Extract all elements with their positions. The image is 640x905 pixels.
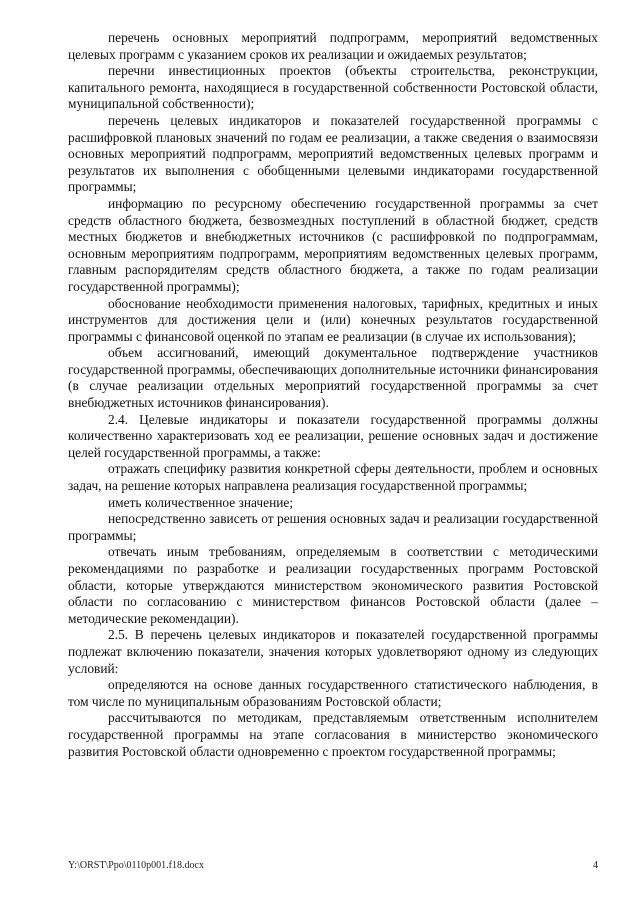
paragraph: отвечать иным требованиям, определяемым в соответствии с методическими рекомендациями по разработке и реализации государственных программ Ростовской области, которые утверждаются министерством экономического развития Ростовской области по согласованию с министерством финансов Ростовской области (далее – методические рекомендации).: [68, 544, 598, 626]
paragraph: перечни инвестиционных проектов (объекты строительства, реконструкции, капитального ремонта, находящиеся в государственной собственности Ростовской области, муниципальной собственности);: [68, 63, 598, 112]
page-number: 4: [593, 860, 598, 871]
section-2-5-paragraph: 2.5. В перечень целевых индикаторов и показателей государственной программы подлежат включению показатели, значения которых удовлетворяют одному из следующих условий:: [68, 627, 598, 676]
paragraph: перечень основных мероприятий подпрограмм, мероприятий ведомственных целевых программ с указанием сроков их реализации и ожидаемых результатов;: [68, 30, 598, 62]
document-body: [68, 30, 598, 760]
paragraph: информацию по ресурсному обеспечению государственной программы за счет средств областного бюджета, безвозмездных поступлений в областной бюджет, средств местных бюджетов и внебюджетных источников (с расшифровкой по подпрограммам, основным мероприятиям подпрограмм, мероприятиям ведомственных целевых программ, главным распорядителям средств областного бюджета, а также по годам реализации государственной программы);: [68, 195, 598, 294]
paragraph: перечень целевых индикаторов и показателей государственной программы с расшифровкой плановых значений по годам ее реализации, а также сведения о взаимосвязи основных мероприятий подпрограмм, мероприятий ведомственных целевых программ и результатов их выполнения с обобщенными целевыми индикаторами государственной программы;: [68, 112, 598, 195]
paragraph: определяются на основе данных государственного статистического наблюдения, в том числе по муниципальным образованиям Ростовской области;: [68, 677, 598, 709]
section-2-4-paragraph: 2.4. Целевые индикаторы и показатели государственной программы должны количественно характеризовать ход ее реализации, решение основных задач и достижение целей государственной программы, а также:: [68, 411, 598, 460]
paragraph: объем ассигнований, имеющий документальное подтверждение участников государственной программы, обеспечивающих дополнительные источники финансирования (в случае реализации отдельных мероприятий государственной программы за счет внебюджетных источников финансирования).: [68, 345, 598, 411]
paragraph: иметь количественное значение;: [108, 494, 294, 510]
paragraph: отражать специфику развития конкретной сферы деятельности, проблем и основных задач, на решение которых направлена реализация государственной программы;: [68, 461, 598, 494]
paragraph: рассчитываются по методикам, представляемым ответственным исполнителем государственной программы на этапе согласования в министерство экономического развития Ростовской области одновременно с проектом государственной программы;: [68, 710, 598, 759]
file-path: Y:\ORST\Ppo\0110p001.f18.docx: [68, 860, 204, 871]
paragraph: обоснование необходимости применения налоговых, тарифных, кредитных и иных инструментов для достижения цели и (или) конечных результатов государственной программы с финансовой оценкой по этапам ее реализации (в случае их использования);: [68, 295, 598, 344]
paragraph: непосредственно зависеть от решения основных задач и реализации государственной программы;: [68, 511, 598, 543]
